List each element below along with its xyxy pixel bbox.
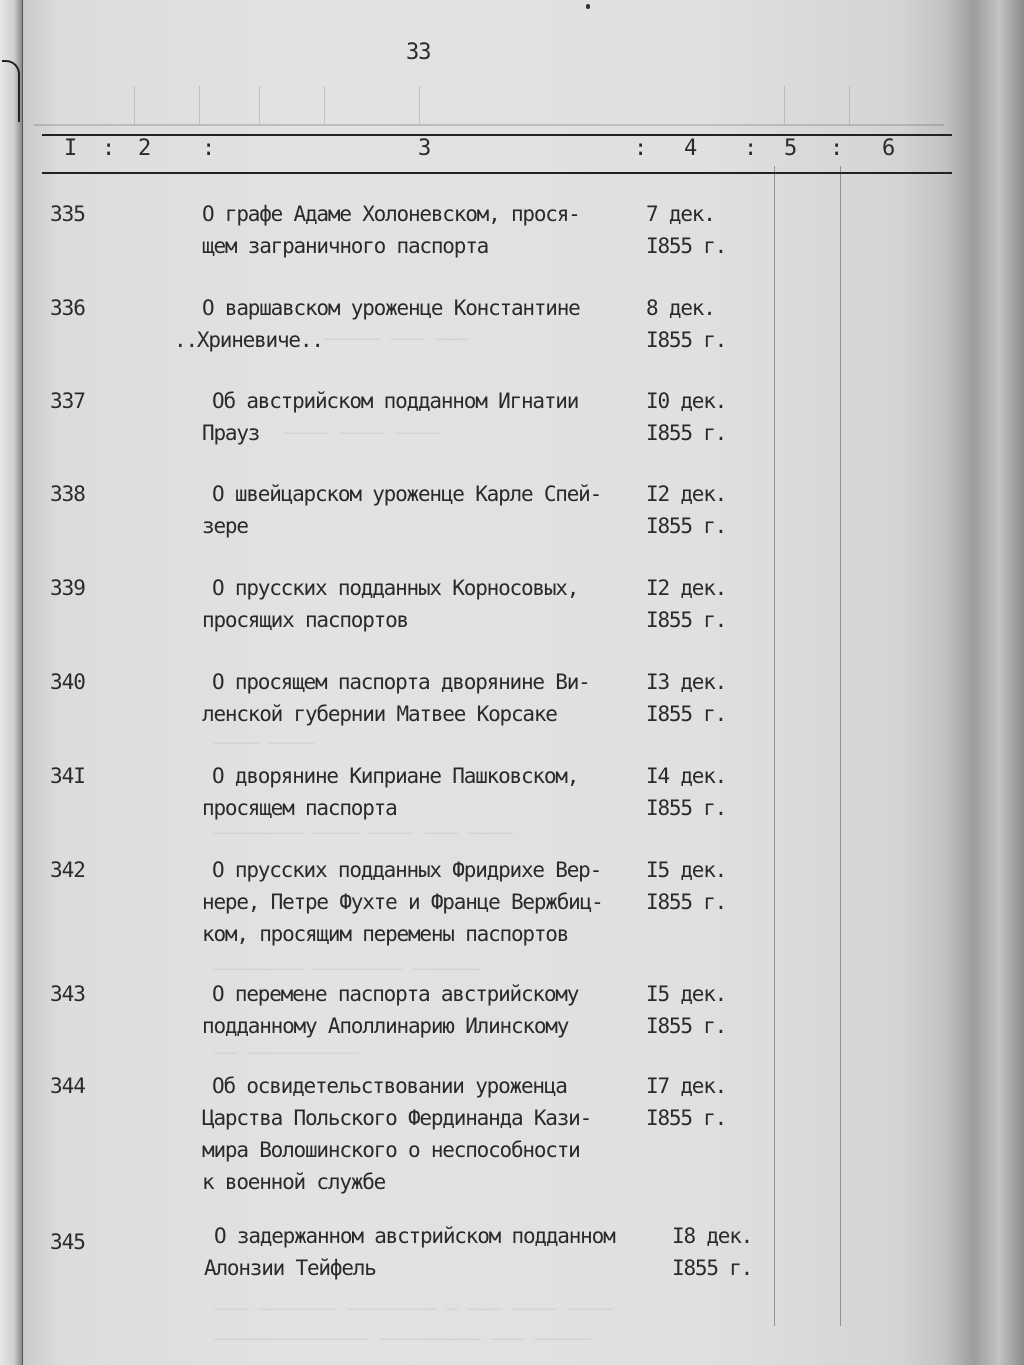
entry-date: [646, 760, 766, 824]
entry-title: [202, 978, 652, 1042]
entry-title: [202, 198, 642, 262]
entry-date: [646, 478, 766, 542]
entry-title: [202, 572, 652, 636]
date-line: I7 дек.: [646, 1074, 727, 1098]
column-separator: :: [634, 136, 648, 161]
entry-title: [174, 292, 614, 356]
bleed-through: ——— ——————— ———————— — ——— ———— ————: [214, 1296, 612, 1320]
column-number-1: I: [64, 136, 78, 161]
entry-date: [672, 1220, 792, 1284]
date-line: I855 г.: [672, 1256, 753, 1280]
entry-title: [204, 1220, 664, 1284]
column-divider: [840, 166, 841, 1326]
date-line: I855 г.: [646, 328, 727, 352]
title-line: просящем паспорта: [202, 796, 397, 820]
title-line: зере: [202, 514, 248, 538]
title-line: О дворянине Киприане Пашковском,: [212, 764, 579, 788]
bleed-through: —————————————— ————————— ——— —————: [214, 1326, 590, 1350]
title-line: нере, Петре Фухте и Франце Вержбиц-: [202, 890, 603, 914]
column-separator: :: [744, 136, 758, 161]
title-line: Царства Польского Фердинанда Кази-: [202, 1106, 592, 1130]
date-line: I855 г.: [646, 702, 727, 726]
title-line: мира Волошинского о неспособности: [202, 1138, 580, 1162]
entry-number: 336: [50, 296, 85, 320]
title-line: О варшавском уроженце Константине: [202, 296, 580, 320]
title-line: ленской губернии Матвее Корсаке: [202, 702, 557, 726]
entry-number: 337: [50, 389, 85, 413]
column-separator: :: [202, 136, 216, 161]
entry-title: [202, 478, 652, 542]
title-line: подданному Аполлинарию Илинскому: [202, 1014, 569, 1038]
adjacent-page-left: [0, 0, 23, 1365]
date-line: 8 дек.: [646, 296, 715, 320]
title-line: ком, просящим перемены паспортов: [202, 922, 569, 946]
title-line: Об освидетельствовании уроженца: [212, 1074, 567, 1098]
page-number: 33: [406, 40, 431, 65]
title-line: О прусских подданных Корносовых,: [212, 576, 579, 600]
entry-date: [646, 854, 766, 918]
title-line: О задержанном австрийском подданном: [214, 1224, 615, 1248]
entry-number: 343: [50, 982, 85, 1006]
title-line: О просящем паспорта дворянине Ви-: [212, 670, 590, 694]
date-line: I855 г.: [646, 234, 727, 258]
entry-title: [202, 854, 652, 950]
date-line: I2 дек.: [646, 482, 727, 506]
bleed-through: ————— ——— ———: [324, 326, 468, 350]
title-line: О графе Адаме Холоневском, прося-: [202, 202, 580, 226]
date-line: I855 г.: [646, 1014, 727, 1038]
column-number-row: [24, 136, 954, 166]
title-line: просящих паспортов: [202, 608, 408, 632]
entry-date: [646, 385, 766, 449]
form-header-faded: [34, 86, 944, 132]
column-number-2: 2: [138, 136, 152, 161]
title-line: О прусских подданных Фридрихе Вер-: [212, 858, 602, 882]
header-rule-bottom: [42, 172, 952, 174]
title-line: О перемене паспорта австрийскому: [212, 982, 579, 1006]
column-number-6: 6: [882, 136, 896, 161]
entry-date: [646, 978, 766, 1042]
date-line: I855 г.: [646, 514, 727, 538]
column-separator: :: [102, 136, 116, 161]
title-line: Об австрийском подданном Игнатии: [212, 389, 579, 413]
title-line: к военной службе: [202, 1170, 386, 1194]
entry-title: [202, 385, 652, 449]
date-line: I855 г.: [646, 796, 727, 820]
bleed-through: ———— ————: [214, 730, 314, 754]
entry-number: 338: [50, 482, 85, 506]
column-number-3: 3: [418, 136, 432, 161]
date-line: I855 г.: [646, 421, 727, 445]
bleed-through: ———————— ———————— ——————: [214, 956, 479, 980]
inventory-page: [24, 0, 954, 1365]
entry-date: [646, 292, 766, 356]
column-divider: [774, 166, 775, 1326]
date-line: I5 дек.: [646, 982, 727, 1006]
title-line: ..Хриневиче..: [174, 328, 323, 352]
column-number-5: 5: [784, 136, 798, 161]
date-line: I0 дек.: [646, 389, 727, 413]
entry-number: 339: [50, 576, 85, 600]
date-line: I5 дек.: [646, 858, 727, 882]
entry-number: 345: [50, 1230, 85, 1254]
date-line: 7 дек.: [646, 202, 715, 226]
entry-number: 34I: [50, 764, 85, 788]
entry-number: 335: [50, 202, 85, 226]
title-line: О швейцарском уроженце Карле Спей-: [212, 482, 602, 506]
entry-title: [202, 1070, 652, 1198]
ink-mark: [2, 60, 20, 122]
entry-date: [646, 666, 766, 730]
entry-date: [646, 572, 766, 636]
date-line: I8 дек.: [672, 1224, 753, 1248]
title-line: щем заграничного паспорта: [202, 234, 489, 258]
date-line: I855 г.: [646, 890, 727, 914]
entry-number: 340: [50, 670, 85, 694]
date-line: I3 дек.: [646, 670, 727, 694]
date-line: I855 г.: [646, 608, 727, 632]
entry-number: 342: [50, 858, 85, 882]
bleed-through: —— ——————————: [214, 1040, 358, 1064]
entry-date: [646, 1070, 766, 1134]
column-separator: :: [830, 136, 844, 161]
entry-title: [202, 760, 652, 824]
bleed-through: ———————— ———— ———— ——— ————: [214, 820, 513, 844]
bleed-through: ———— ———— ————: [284, 420, 439, 444]
date-line: I2 дек.: [646, 576, 727, 600]
title-line: Алонзии Тейфель: [204, 1256, 376, 1280]
entry-number: 344: [50, 1074, 85, 1098]
entry-title: [202, 666, 652, 730]
column-number-4: 4: [684, 136, 698, 161]
date-line: I4 дек.: [646, 764, 727, 788]
entry-date: [646, 198, 766, 262]
date-line: I855 г.: [646, 1106, 727, 1130]
adjacent-page-right: [944, 0, 1024, 1365]
title-line: Прауз: [202, 421, 260, 445]
